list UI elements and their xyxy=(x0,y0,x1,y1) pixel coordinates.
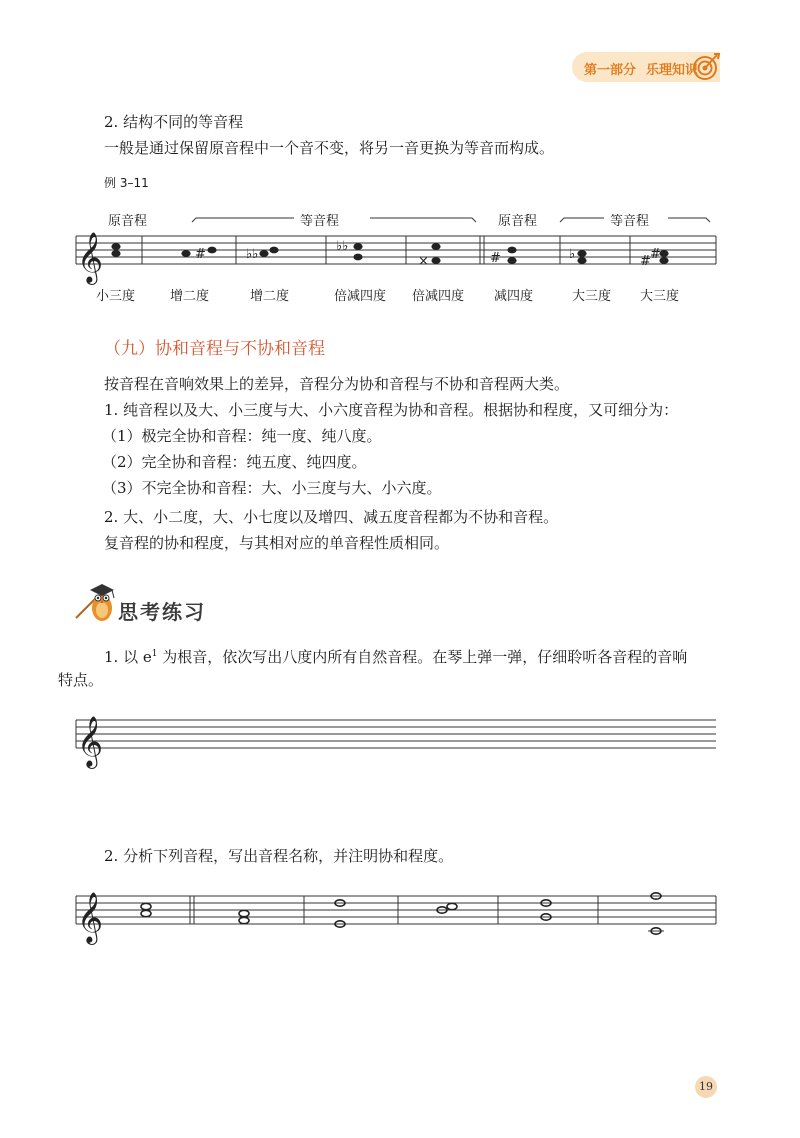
bracket-label: 等音程 xyxy=(610,214,650,229)
chapter-part: 第一部分 xyxy=(584,63,637,78)
music-staff-exercise xyxy=(0,880,800,960)
interval-label: 倍减四度 xyxy=(334,289,387,304)
interval-label: 减四度 xyxy=(494,289,534,304)
interval-label: 大三度 xyxy=(640,289,680,304)
svg-text:♭♭: ♭♭ xyxy=(246,247,259,262)
question-1-line2: 特点。 xyxy=(58,671,104,689)
question-1 xyxy=(104,643,687,668)
svg-text:𝄞: 𝄞 xyxy=(77,892,104,943)
svg-text:#: # xyxy=(490,251,501,266)
chapter-title: 乐理知识 xyxy=(646,63,699,78)
interval-label: 增二度 xyxy=(170,289,210,304)
svg-text:×: × xyxy=(418,254,429,269)
paragraph: 2. 大、小二度，大、小七度以及增四、减五度音程都为不协和音程。 xyxy=(104,508,559,526)
svg-text:♭♭: ♭♭ xyxy=(336,239,349,254)
question-2: 2. 分析下列音程，写出音程名称，并注明协和程度。 xyxy=(104,847,454,865)
svg-text:𝄞: 𝄞 xyxy=(77,716,104,767)
paragraph: （3）不完全协和音程：大、小三度与大、小六度。 xyxy=(102,479,442,497)
paragraph: （2）完全协和音程：纯五度、纯四度。 xyxy=(102,453,367,471)
exercise-heading: 思考练习 xyxy=(118,600,206,624)
paragraph: （1）极完全协和音程：纯一度、纯八度。 xyxy=(102,427,382,445)
question-1-text-cont: 为根音，依次写出八度内所有自然音程。在琴上弹一弹，仔细聆听各音程的音响 xyxy=(157,648,688,666)
paragraph: 按音程在音响效果上的差异，音程分为协和音程与不协和音程两大类。 xyxy=(104,375,570,393)
paragraph: 1. 纯音程以及大、小三度与大、小六度音程为协和音程。根据协和程度，又可细分为： xyxy=(104,401,679,419)
bracket-label: 等音程 xyxy=(300,214,340,229)
bracket-label: 原音程 xyxy=(498,214,538,229)
question-1-text: 1. 以 e xyxy=(104,648,152,666)
svg-text:𝄞: 𝄞 xyxy=(77,232,104,283)
svg-text:♭: ♭ xyxy=(569,247,576,262)
section-title: （九）协和音程与不协和音程 xyxy=(104,339,325,359)
page-number: 19 xyxy=(695,1076,717,1098)
interval-label: 大三度 xyxy=(572,289,612,304)
blank-staff xyxy=(0,700,800,780)
bracket-label: 原音程 xyxy=(108,214,148,229)
owl-mascot-icon xyxy=(74,578,120,624)
interval-label: 小三度 xyxy=(96,289,136,304)
svg-text:#: # xyxy=(195,247,206,262)
example-label: 例 3–11 xyxy=(104,176,149,190)
subsection-heading: 2. 结构不同的等音程 xyxy=(104,113,244,131)
svg-text:#: # xyxy=(640,254,651,269)
interval-label: 增二度 xyxy=(250,289,290,304)
svg-text:#: # xyxy=(650,247,661,262)
subsection-description: 一般是通过保留原音程中一个音不变，将另一音更换为等音而构成。 xyxy=(104,139,555,157)
paragraph: 复音程的协和程度，与其相对应的单音程性质相同。 xyxy=(104,534,450,552)
music-staff-example xyxy=(0,0,800,300)
question-1-superscript: 1 xyxy=(151,649,158,659)
interval-label: 倍减四度 xyxy=(412,289,465,304)
